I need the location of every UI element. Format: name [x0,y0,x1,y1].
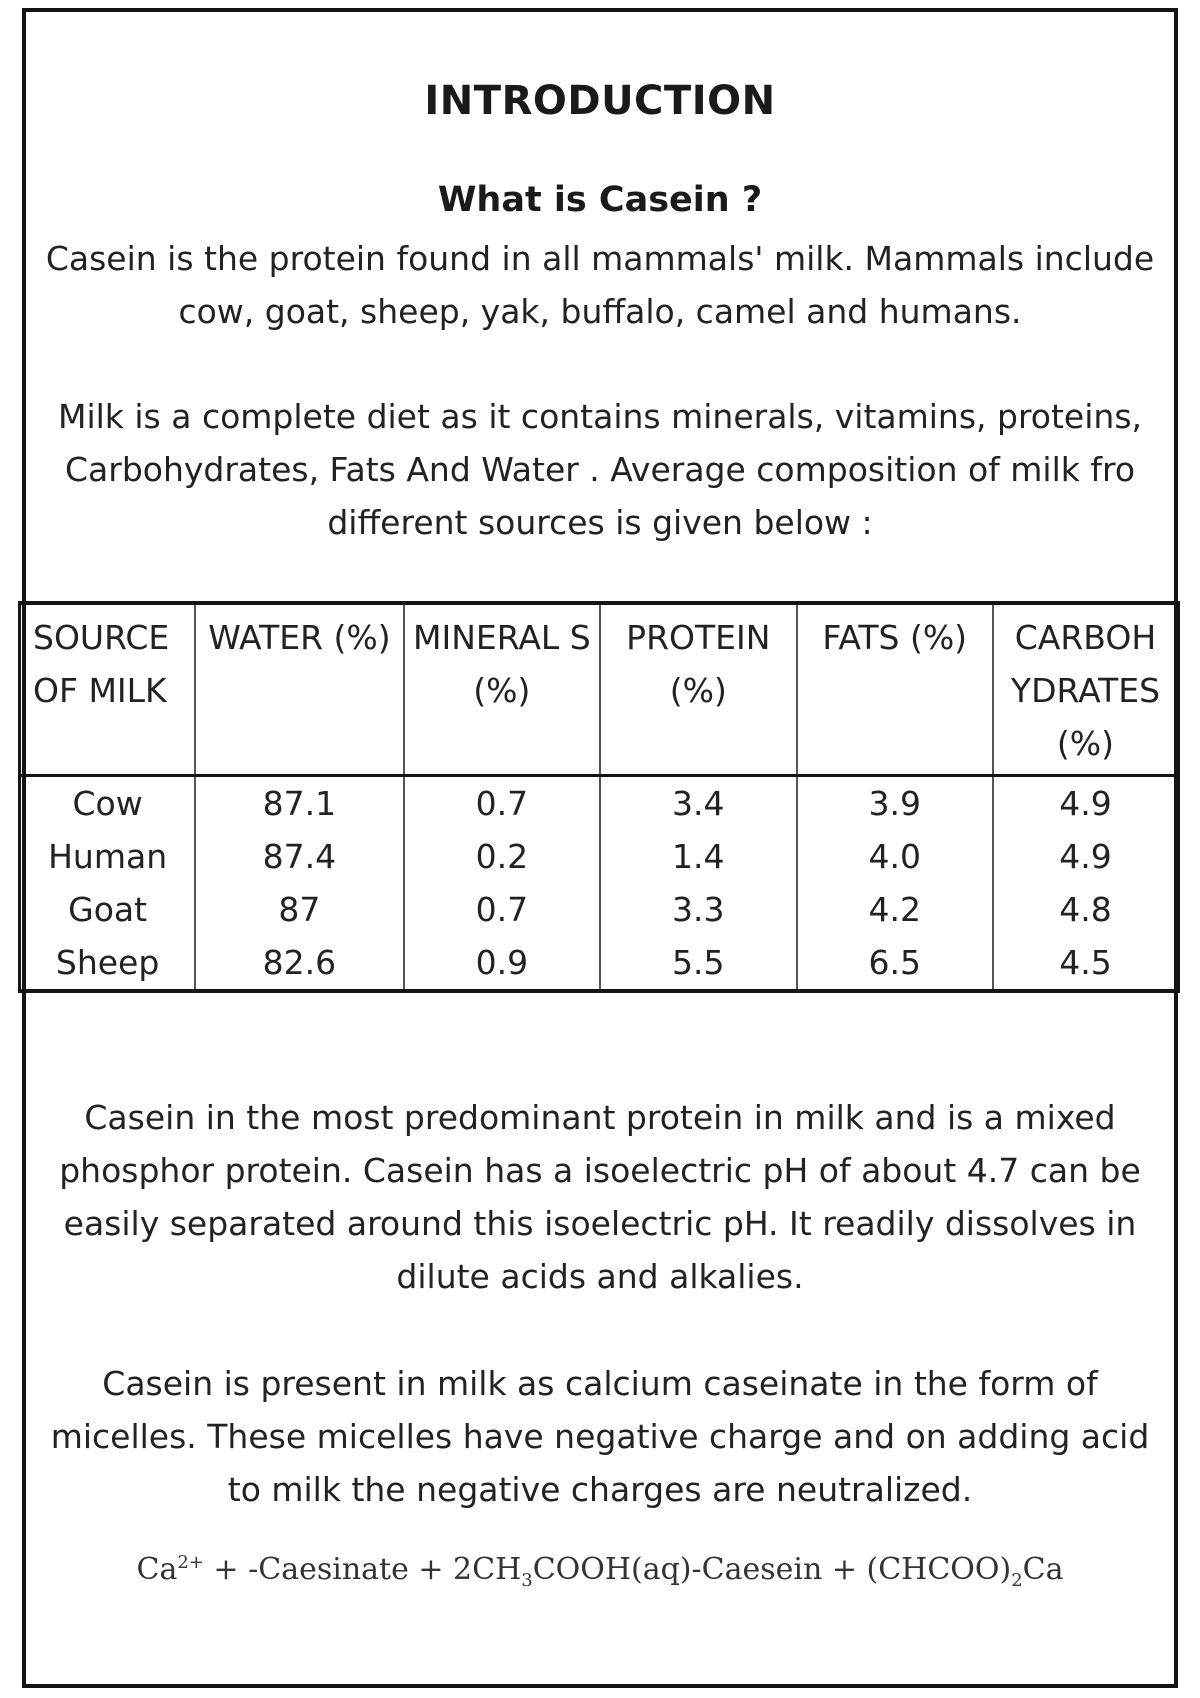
column-header: CARBOH YDRATES (%) [993,603,1179,776]
column-header: MINERAL S (%) [404,603,600,776]
table-row [20,776,1179,831]
table-cell: Cow [20,776,196,831]
page-title: INTRODUCTION [424,78,776,124]
equation-part: + -Caesinate + 2CH [203,1552,522,1587]
table-cell: Human [20,830,196,883]
table-cell: 5.5 [600,936,796,991]
table-row [20,883,1179,936]
table-cell: 4.2 [797,883,993,936]
section-heading: What is Casein ? [437,180,763,220]
paragraph-casein-micelles: Casein is present in milk as calcium caseinate in the form of micelles. These micelles have negative charge and on adding acid to milk the negative charges are neutralized. [50,1364,1150,1509]
table-cell: 3.3 [600,883,796,936]
table-cell: 0.9 [404,936,600,991]
table-cell: 82.6 [195,936,403,991]
table-cell: 4.0 [797,830,993,883]
table-cell: 0.7 [404,776,600,831]
column-header: WATER (%) [195,603,403,776]
equation-subscript: 2 [1011,1570,1023,1591]
equation-calcium: Ca [136,1552,178,1587]
table-cell: 3.4 [600,776,796,831]
table-cell: 87.4 [195,830,403,883]
equation-subscript: 3 [521,1570,533,1591]
table-cell: Sheep [20,936,196,991]
column-header: SOURCE OF MILK [20,603,196,776]
table-cell: 1.4 [600,830,796,883]
table-cell: 4.9 [993,776,1179,831]
table-header-row [20,603,1179,776]
table-row [20,830,1179,883]
milk-composition-table [18,601,1180,993]
table-row [20,936,1179,991]
chemical-equation [0,1552,1200,1591]
table-cell: Goat [20,883,196,936]
table-cell: 4.9 [993,830,1179,883]
equation-part: COOH(aq)-Caesein + (CHCOO) [532,1552,1012,1587]
table-cell: 87.1 [195,776,403,831]
table-cell: 87 [195,883,403,936]
column-header: PROTEIN (%) [600,603,796,776]
column-header: FATS (%) [797,603,993,776]
table-cell: 0.7 [404,883,600,936]
paragraph-casein-definition: Casein is the protein found in all mammals' milk. Mammals include cow, goat, sheep, yak, buffalo, camel and humans. [45,239,1155,331]
table-cell: 4.5 [993,936,1179,991]
paragraph-casein-properties: Casein in the most predominant protein in milk and is a mixed phosphor protein. Casein has a isoelectric pH of about 4.7 can be easily separated around this isoelectric pH. It readily dissolves in dilute acids and alkalies. [59,1098,1141,1296]
table-cell: 4.8 [993,883,1179,936]
table-cell: 6.5 [797,936,993,991]
equation-part: Ca [1022,1552,1064,1587]
equation-calcium-charge: 2+ [177,1552,204,1573]
table-cell: 0.2 [404,830,600,883]
paragraph-milk-diet: Milk is a complete diet as it contains minerals, vitamins, proteins, Carbohydrates, Fats And Water . Average composition of milk fro different sources is given below : [57,397,1143,542]
table-cell: 3.9 [797,776,993,831]
